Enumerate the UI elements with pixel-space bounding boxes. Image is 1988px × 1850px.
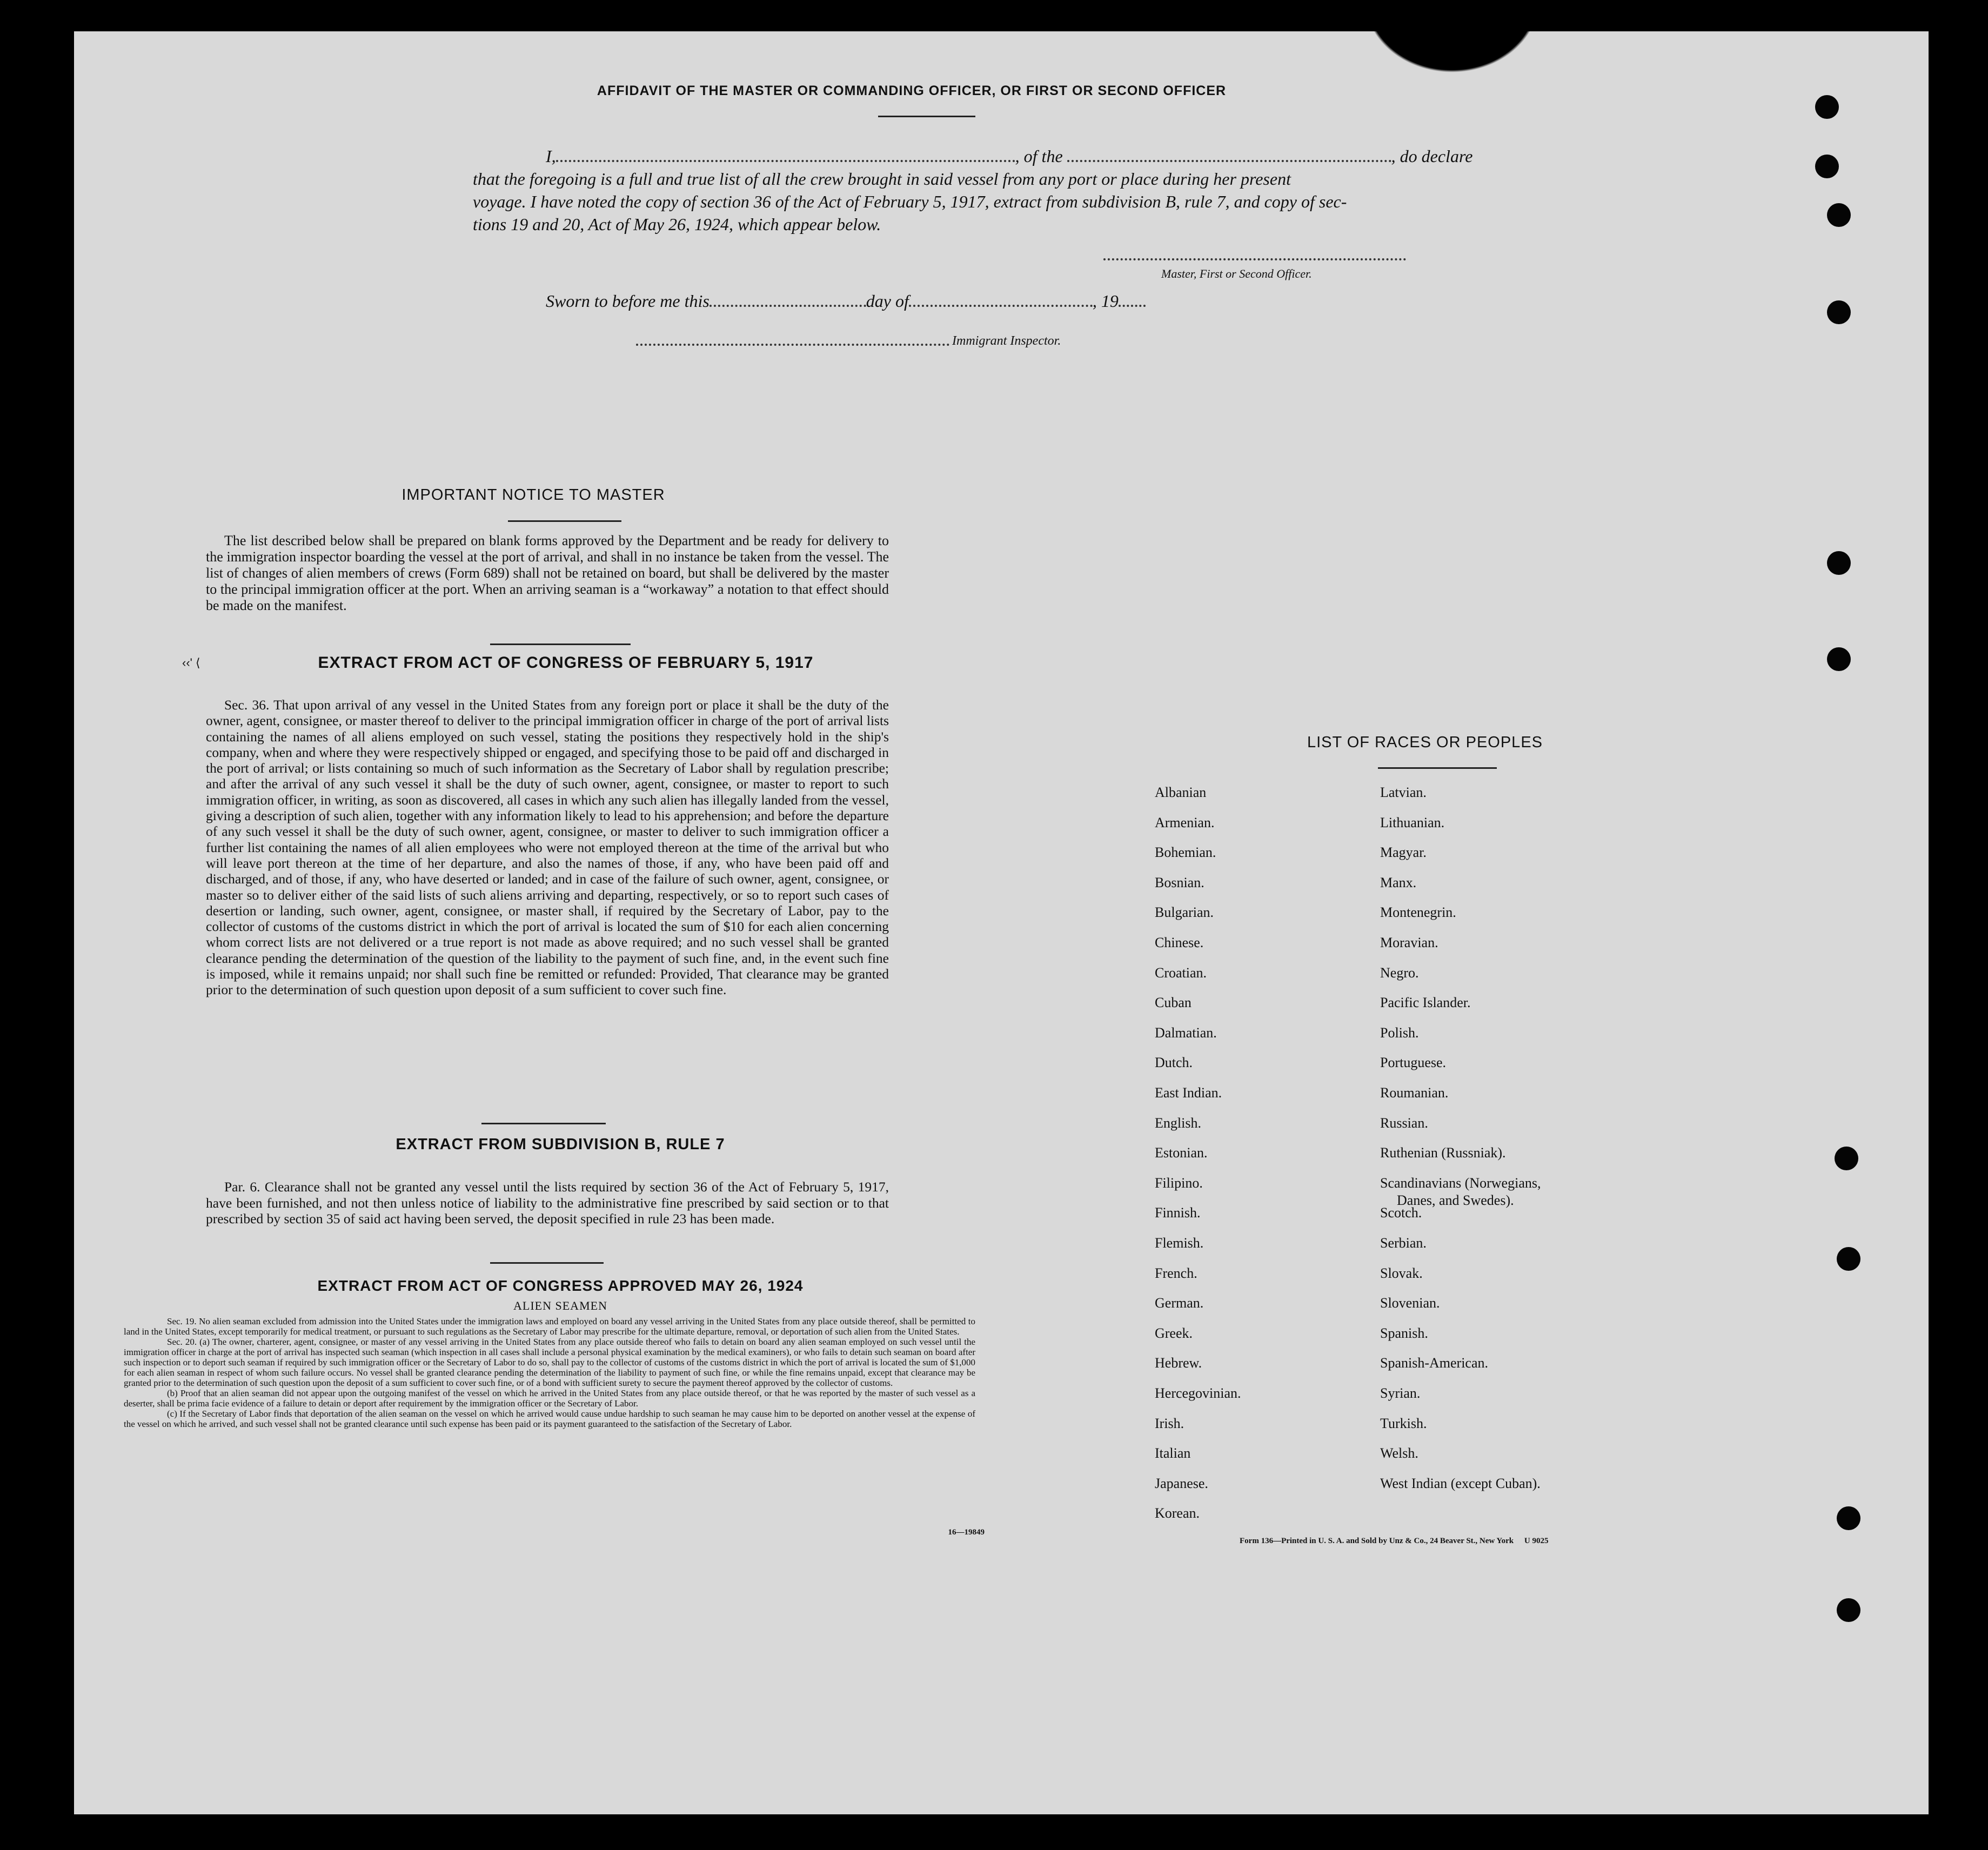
race-item: Roumanian. — [1380, 1085, 1449, 1101]
race-item: Negro. — [1380, 964, 1419, 981]
binding-hole — [1837, 1598, 1860, 1622]
race-item: Armenian. — [1155, 814, 1215, 830]
section-rule — [490, 1262, 604, 1264]
year-label: , 19 — [1092, 291, 1119, 311]
race-item: Cuban — [1155, 995, 1192, 1011]
race-item: Irish. — [1155, 1415, 1184, 1431]
extract-1924-body — [124, 1316, 975, 1429]
notice-rule — [508, 520, 621, 522]
race-item: Greek. — [1155, 1325, 1193, 1341]
race-item: Portuguese. — [1380, 1055, 1447, 1071]
race-item: Japanese. — [1155, 1475, 1208, 1491]
race-item: Hercegovinian. — [1155, 1385, 1241, 1401]
race-item: Bohemian. — [1155, 844, 1216, 861]
section-rule — [481, 1123, 606, 1124]
race-item: Korean. — [1155, 1505, 1200, 1521]
race-item: Polish. — [1380, 1024, 1419, 1041]
master-label: Master, First or Second Officer. — [1161, 267, 1312, 280]
race-item: Finnish. — [1155, 1205, 1201, 1221]
sworn-label: Sworn to before me this — [546, 291, 709, 311]
race-item: Welsh. — [1380, 1445, 1418, 1462]
sworn-year-field[interactable] — [1119, 290, 1146, 307]
binding-hole — [1827, 551, 1851, 575]
day-of-label: day of — [866, 291, 909, 311]
sec20a-text: Sec. 20. (a) The owner, charterer, agent, consignee, or master of any vessel arriving in the United States from any place outside thereof who fails to detain on board any alien seaman employed on such vessel until the immigration officer in charge at the port of arrival has inspected such seaman (which inspection in all cases shall include a personal physical examination by the medical examiners), or who fails to detain such seaman on board after such inspection or to deport such seaman if required by such immigration officer or the Secretary of Labor to do so, shall pay to the collector of customs of the customs district in which the port of arrival is located the sum of $1,000 for each alien seaman in respect of whom such failure occurs. No vessel shall be granted clearance pending the determination of the liability to payment of such fine, or while the fine remains unpaid, except that clearance may be granted prior to the determination of such question upon the deposit of a sum sufficient to cover such fine, or of a bond with sufficient surety to secure the payment thereof approved by the collector of customs. — [124, 1337, 975, 1388]
race-item: Slovenian. — [1380, 1295, 1440, 1311]
form-footer — [1240, 1537, 1548, 1546]
race-item: Pacific Islander. — [1380, 995, 1471, 1011]
race-item: Montenegrin. — [1380, 904, 1456, 921]
name-field[interactable] — [556, 145, 1015, 162]
affidavit-body — [473, 145, 1510, 236]
race-item: Russian. — [1380, 1115, 1428, 1131]
race-item: German. — [1155, 1295, 1204, 1311]
race-item: Chinese. — [1155, 935, 1204, 950]
race-item: Ruthenian (Russniak). — [1380, 1145, 1506, 1161]
notice-text: The list described below shall be prepared on blank forms approved by the Department and be ready for delivery to the immigration inspector boarding the vessel at the port of arrival, and shall in no instance be taken from the vessel. The list of changes of alien members of crews (Form 689) shall not be retained on board, but shall be delivered by the master to the principal immigration officer at the port. When an arriving seaman is a “workaway” a notation to that effect should be made on the manifest. — [206, 533, 889, 613]
binding-hole — [1815, 155, 1839, 178]
race-item: West Indian (except Cuban). — [1380, 1475, 1541, 1491]
race-item: English. — [1155, 1115, 1201, 1131]
extract-1924-subtitle: ALIEN SEAMEN — [513, 1299, 607, 1312]
extract-1924-title: EXTRACT FROM ACT OF CONGRESS APPROVED MAY 26, 1924 — [317, 1277, 804, 1294]
race-item: Turkish. — [1380, 1415, 1427, 1431]
affidavit-title: AFFIDAVIT OF THE MASTER OR COMMANDING OFFICER, OR FIRST OR SECOND OFFICER — [597, 83, 1227, 98]
race-item: Magyar. — [1380, 844, 1427, 861]
race-item: East Indian. — [1155, 1085, 1222, 1101]
binding-hole — [1827, 300, 1851, 324]
title-rule — [878, 116, 975, 117]
section-rule — [490, 644, 631, 645]
form-printer-line: Form 136—Printed in U. S. A. and Sold by Unz & Co., 24 Beaver St., New York — [1240, 1537, 1514, 1545]
binding-hole — [1827, 203, 1851, 227]
document-page — [74, 31, 1929, 1814]
race-item: Scandinavians (Norwegians, — [1380, 1175, 1541, 1191]
race-item: Albanian — [1155, 785, 1207, 800]
form-code: U 9025 — [1524, 1537, 1549, 1545]
race-item: Estonian. — [1155, 1145, 1208, 1161]
extract-1917-text: Sec. 36. That upon arrival of any vessel in the United States from any foreign port or place it shall be the duty of the owner, agent, consignee, or master thereof to deliver to the principal immigration officer in charge of the port of arrival lists containing the names of all aliens employed on such vessel, stating the positions they respectively hold in the ship's company, when and where they were respectively shipped or engaged, and specifying those to be paid off and discharged in the port of arrival; or lists containing so much of such information as the Secretary of Labor shall by regulation prescribe; and after the arrival of any such vessel it shall be the duty of such owner, agent, consignee, or master to report to such immigration officer, in writing, as soon as discovered, all cases in which any such alien has illegally landed from the vessel, giving a description of such alien, together with any information likely to lead to his apprehension; and before the departure of any such vessel it shall be the duty of such owner, agent, consignee, or master to deliver to such immigration officer a further list containing the names of all alien employees who were not employed thereon at the time of the arrival but who will leave port thereon at the time of her departure, and also the names of those, if any, who have been paid off and discharged, and of those, if any, who have deserted or landed; and in case of the failure of such owner, agent, consignee, or master so to deliver either of the said lists of such aliens arriving and departing, respectively, or so to report such cases of desertion or landing, such owner, agent, consignee, or master shall, if required by the Secretary of Labor, pay to the collector of customs of the customs district in which the port of arrival is located the sum of $10 for each alien concerning whom correct lists are not delivered or a true report is not made as above required; and no such vessel shall be granted clearance pending the determination of the question of the liability to the payment of such fine, and, in the event such fine is imposed, while it remains unpaid; nor shall such fine be remitted or refunded: Provided, That clearance may be granted prior to the determination of such question upon deposit of a sum sufficient to cover such fine. — [206, 697, 889, 998]
margin-handwriting: ‹‹' ⟨ — [182, 656, 200, 669]
master-signature-line[interactable] — [1103, 258, 1406, 260]
race-item: Dalmatian. — [1155, 1024, 1217, 1041]
sec19-text: Sec. 19. No alien seaman excluded from admission into the United States under the immigration laws and employed on board any vessel arriving in the United States from any place outside thereof, shall be permitted to land in the United States, except temporarily for medical treatment, or pursuant to such regulations as the Secretary of Labor may prescribe for the ultimate departure, removal, or deportation of such alien from the United States. — [124, 1316, 975, 1337]
race-item: Serbian. — [1380, 1235, 1427, 1251]
binding-hole — [1827, 647, 1851, 671]
race-item: Italian — [1155, 1445, 1191, 1462]
race-item: Croatian. — [1155, 964, 1207, 981]
sec20b-text: (b) Proof that an alien seaman did not appear upon the outgoing manifest of the vessel on which he arrived in the United States from any place outside thereof, or that he was reported by the master of such vessel as a deserter, shall be prima facie evidence of a failure to detain or deport after requirement by the immigration officer or the Secretary of Labor. — [124, 1388, 975, 1409]
race-item: Moravian. — [1380, 935, 1438, 950]
race-item: Syrian. — [1380, 1385, 1421, 1401]
vessel-field[interactable] — [1067, 145, 1391, 162]
seal-edge — [1349, 31, 1555, 85]
race-item: Lithuanian. — [1380, 814, 1445, 830]
notice-title: IMPORTANT NOTICE TO MASTER — [401, 486, 665, 504]
races-rule — [1378, 767, 1497, 769]
sec20c-text: (c) If the Secretary of Labor finds that deportation of the alien seaman on the vessel on which he arrived would cause undue hardship to such seaman he may cause him to be deported on another vessel at the expense of the vessel on which he arrived, and such vessel shall not be granted clearance until such expense has been paid or its payment guaranteed to the satisfaction of the Secretary of Labor. — [124, 1409, 975, 1429]
race-item: Scotch. — [1380, 1205, 1422, 1221]
sworn-day-field[interactable] — [709, 290, 866, 307]
race-item: Flemish. — [1155, 1235, 1204, 1251]
race-item: Slovak. — [1380, 1265, 1423, 1281]
race-item: Bosnian. — [1155, 874, 1204, 890]
sworn-line — [473, 290, 1146, 311]
race-item: Hebrew. — [1155, 1355, 1202, 1371]
binding-hole — [1835, 1147, 1858, 1170]
inspector-signature-line[interactable] — [636, 344, 949, 346]
race-item: Bulgarian. — [1155, 904, 1214, 921]
affidavit-line-4: tions 19 and 20, Act of May 26, 1924, which appear below. — [473, 215, 881, 234]
affidavit-line-3: voyage. I have noted the copy of section 36 of the Act of February 5, 1917, extract from subdivision B, rule 7, and copy of sec- — [473, 192, 1347, 211]
binding-hole — [1837, 1506, 1860, 1530]
affidavit-line-2: that the foregoing is a full and true list of all the crew brought in said vessel from any port or place during her present — [473, 169, 1291, 189]
race-item: Manx. — [1380, 874, 1417, 890]
of-the-label: , of the — [1015, 146, 1063, 166]
race-item: Danes, and Swedes). — [1397, 1192, 1514, 1208]
do-declare-label: , do declare — [1391, 146, 1473, 166]
print-code: 16—19849 — [948, 1528, 985, 1537]
inspector-label: Immigrant Inspector. — [952, 334, 1061, 348]
rule7-title: EXTRACT FROM SUBDIVISION B, RULE 7 — [396, 1136, 725, 1153]
binding-hole — [1815, 95, 1839, 119]
race-item: Latvian. — [1380, 785, 1427, 800]
rule7-text: Par. 6. Clearance shall not be granted any vessel until the lists required by section 36 of the Act of February 5, 1917, have been furnished, and not then unless notice of liability to the administrative fine prescribed by said section or to that prescribed by section 35 of said act having been served, the deposit specified in rule 23 has been made. — [206, 1179, 889, 1226]
sworn-month-field[interactable] — [909, 290, 1093, 307]
race-item: Spanish-American. — [1380, 1355, 1489, 1371]
races-title: LIST OF RACES OR PEOPLES — [1307, 734, 1543, 751]
i-label: I, — [546, 146, 556, 166]
race-item: Dutch. — [1155, 1055, 1193, 1071]
binding-hole — [1837, 1247, 1860, 1271]
extract-1917-title: EXTRACT FROM ACT OF CONGRESS OF FEBRUARY 5, 1917 — [318, 654, 814, 672]
race-item: French. — [1155, 1265, 1197, 1281]
race-item: Filipino. — [1155, 1175, 1203, 1191]
race-item: Spanish. — [1380, 1325, 1428, 1341]
